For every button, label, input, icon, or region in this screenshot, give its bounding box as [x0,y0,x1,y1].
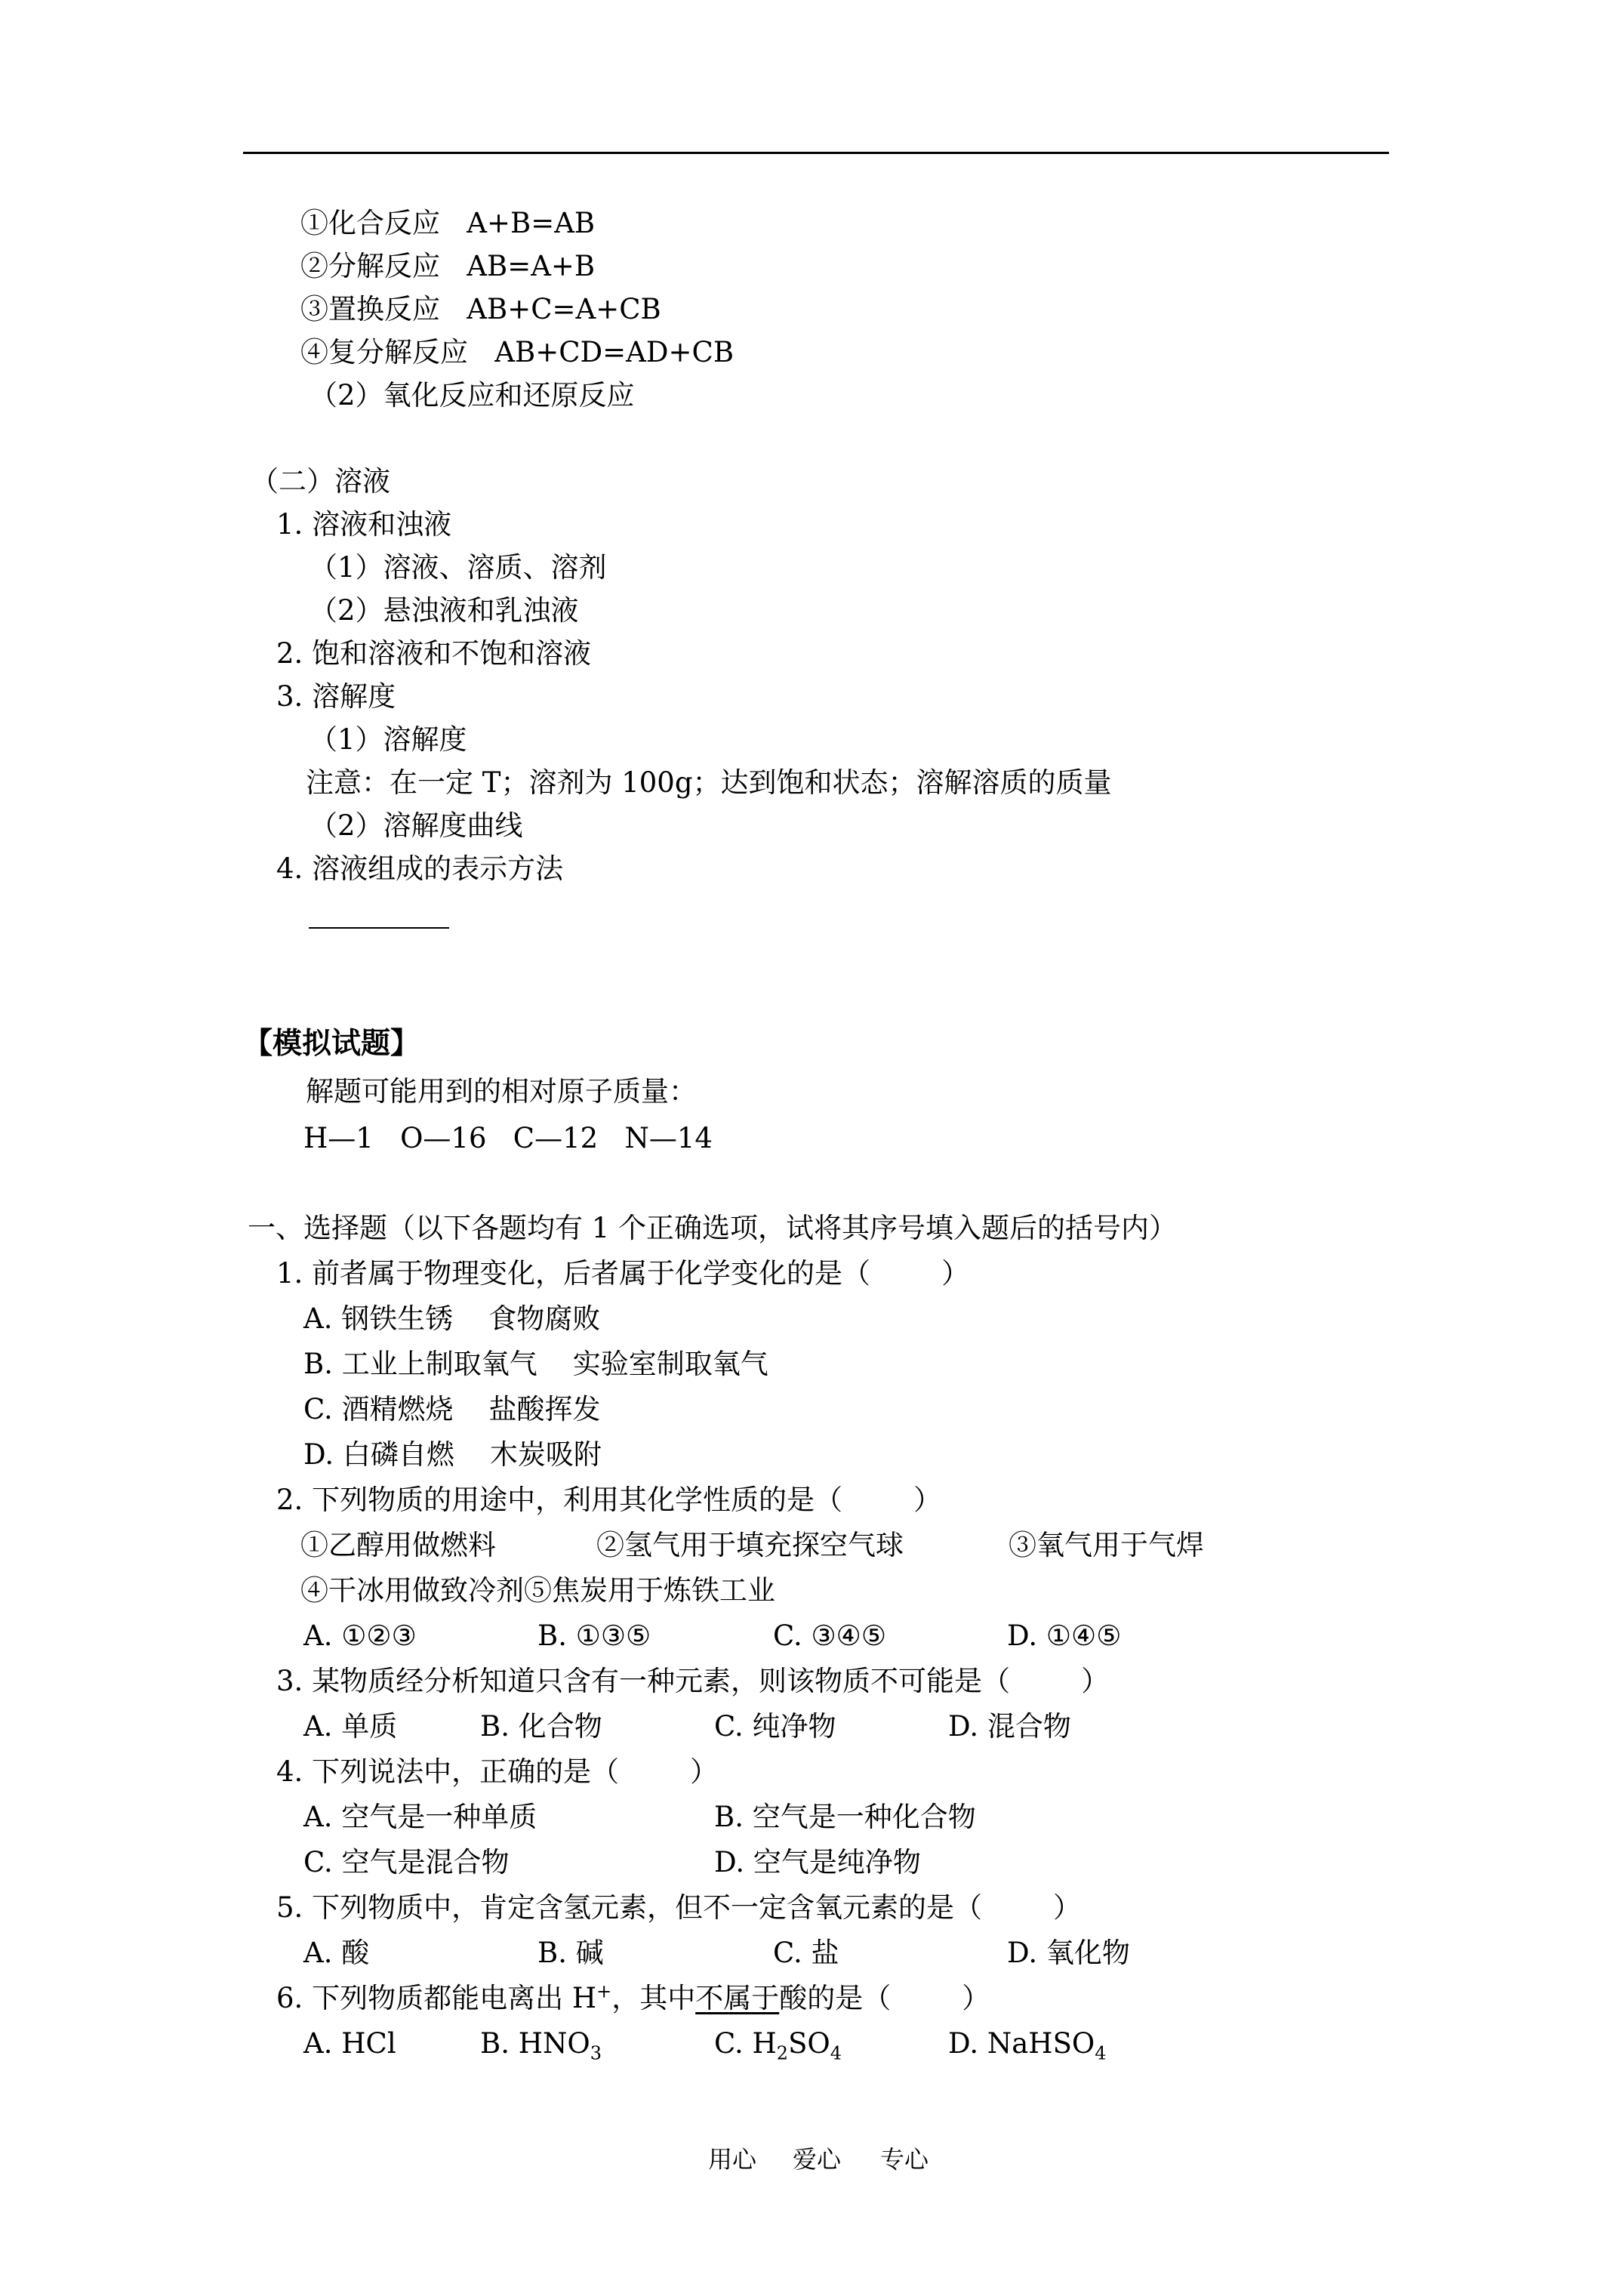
question-3-stem: 3. 某物质经分析知道只含有一种元素，则该物质不可能是（ ） [276,1665,1110,1697]
question-5-option: D. 氧化物 [1007,1937,1130,1969]
question-2-use: ④干冰用做致冷剂⑤焦炭用于炼铁工业 [300,1574,775,1607]
question-3-option: A. 单质 [303,1710,398,1743]
mock-title: 【模拟试题】 [243,1026,420,1061]
question-1-stem: 1. 前者属于物理变化，后者属于化学变化的是（ ） [276,1257,970,1290]
solution-item: （2）悬浊液和乳浊液 [310,594,579,627]
question-1-option: B. 工业上制取氧气 实验室制取氧气 [303,1348,768,1380]
q6-stem-mid: ，其中 [611,1982,696,2014]
atomic-masses: H—1 O—16 C—12 N—14 [303,1122,713,1154]
footer-word: 专心 [880,2145,929,2174]
q6-opt-d-sub: 4 [1095,2042,1107,2064]
reaction-double-decomposition: ④复分解反应 AB+CD=AD+CB [300,336,735,368]
question-1-option: D. 白磷自燃 木炭吸附 [303,1438,602,1471]
question-6-option [714,2026,842,2062]
solution-heading: （二）溶液 [251,465,390,498]
solution-item: （1）溶解度 [310,723,467,756]
solution-item: 1. 溶液和浊液 [276,508,452,541]
q6-stem-underlined: 不属于 [695,1982,780,2014]
question-4-option: C. 空气是混合物 [303,1846,510,1878]
reaction-decomposition: ②分解反应 AB=A+B [300,250,596,282]
question-5-option: C. 盐 [773,1937,839,1969]
q6-opt-c: C. H [714,2027,777,2060]
question-6-option [303,2026,396,2062]
question-5-option: A. 酸 [303,1937,370,1969]
mock-intro: 解题可能用到的相对原子质量： [306,1075,697,1108]
q6-stem-post: 酸的是（ ） [779,1982,990,2014]
question-2-option: D. ①④⑤ [1007,1620,1122,1652]
question-2-option: A. ①②③ [303,1620,417,1652]
question-4-option: D. 空气是纯净物 [714,1846,921,1878]
q6-opt-a: A. HCl [303,2027,396,2060]
question-2-use: ③氧气用于气焊 [1009,1529,1204,1561]
q6-opt-c-suffix: SO [788,2027,830,2060]
q6-opt-d: D. NaHSO [948,2027,1095,2060]
question-2-option: B. ①③⑤ [537,1620,651,1652]
solution-item: 4. 溶液组成的表示方法 [276,852,564,885]
question-2-use: ①乙醇用做燃料 [300,1529,496,1561]
solution-item: （1）溶液、溶质、溶剂 [310,551,607,584]
footer-word: 爱心 [793,2145,842,2174]
footer-word: 用心 [708,2145,757,2174]
solution-item: （2）溶解度曲线 [310,809,523,842]
question-2-use: ②氢气用于填充探空气球 [596,1529,904,1561]
question-6-stem [276,1980,990,2017]
solution-note: 注意：在一定 T；溶剂为 100g；达到饱和状态；溶解溶质的质量 [306,766,1112,799]
question-3-option: B. 化合物 [480,1710,602,1743]
question-2-option: C. ③④⑤ [773,1620,887,1652]
question-4-option: A. 空气是一种单质 [303,1801,537,1833]
question-4-option: B. 空气是一种化合物 [714,1801,976,1833]
reaction-displacement: ③置换反应 AB+C=A+CB [300,293,661,325]
header-rule [243,152,1389,154]
q6-stem-pre: 6. 下列物质都能电离出 H [276,1982,597,2014]
question-2-stem: 2. 下列物质的用途中，利用其化学性质的是（ ） [276,1484,942,1516]
solution-item: 2. 饱和溶液和不饱和溶液 [276,637,592,670]
reaction-combination: ①化合反应 A+B=AB [300,207,596,239]
question-3-option: D. 混合物 [948,1710,1071,1743]
section-divider [309,927,449,929]
question-5-option: B. 碱 [537,1937,604,1969]
question-5-stem: 5. 下列物质中，肯定含氢元素，但不一定含氧元素的是（ ） [276,1891,1082,1924]
q6-opt-c-sub2: 4 [830,2042,842,2064]
question-6-option [480,2026,602,2062]
section-heading: 一、选择题（以下各题均有 1 个正确选项，试将其序号填入题后的括号内） [248,1212,1178,1244]
question-1-option: C. 酒精燃烧 盐酸挥发 [303,1393,601,1425]
q6-opt-b: B. HNO [480,2027,590,2060]
solution-item: 3. 溶解度 [276,680,396,713]
redox-item: （2）氧化反应和还原反应 [310,379,635,411]
q6-opt-c-sub: 2 [776,2042,789,2064]
question-3-option: C. 纯净物 [714,1710,836,1743]
q6-stem-sup: + [596,1980,612,2002]
q6-opt-b-sub: 3 [590,2042,602,2064]
question-6-option [948,2026,1107,2062]
question-4-stem: 4. 下列说法中，正确的是（ ） [276,1755,719,1788]
question-1-option: A. 钢铁生锈 食物腐败 [303,1302,601,1335]
